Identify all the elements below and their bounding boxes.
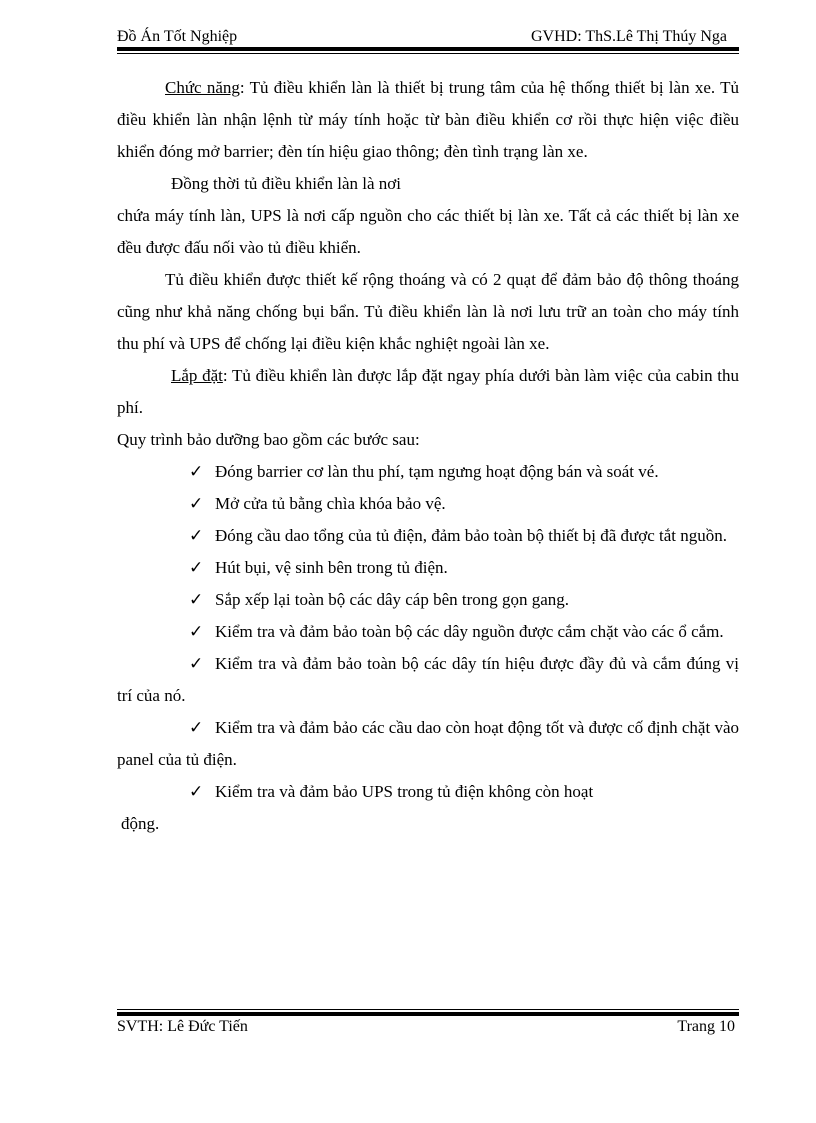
- procedure-intro: Quy trình bảo dưỡng bao gồm các bước sau:: [117, 430, 420, 449]
- header-rule: [117, 47, 739, 54]
- step-text: Kiểm tra và đảm bảo toàn bộ các dây nguồn được cắm chặt vào các ổ cắm.: [215, 622, 724, 641]
- function-text: : Tủ điều khiển làn là thiết bị trung tâm của hệ thống thiết bị làn xe. Tủ điều khiển làn nhận lệnh từ máy tính hoặc từ bàn điều khiển cơ rồi thực hiện việc điều khiển đóng mở barrier; đèn tín hiệu giao thông; đèn tình trạng làn xe.: [117, 78, 739, 161]
- check-icon: ✓: [189, 462, 204, 481]
- step-text: Sắp xếp lại toàn bộ các dây cáp bên trong gọn gang.: [215, 590, 570, 609]
- step-text: Đóng barrier cơ làn thu phí, tạm ngưng hoạt động bán và soát vé.: [215, 462, 659, 481]
- step-text: Hút bụi, vệ sinh bên trong tủ điện.: [215, 558, 448, 577]
- list-item: [117, 648, 739, 712]
- check-icon: ✓: [189, 718, 204, 737]
- list-item: [117, 712, 739, 776]
- step-text: Kiểm tra và đảm bảo UPS trong tủ điện không còn hoạt: [215, 782, 594, 801]
- paragraph-installation: [117, 360, 739, 424]
- page-body: [117, 72, 739, 840]
- step-continuation: động.: [121, 814, 160, 833]
- step-text: Mở cửa tủ bằng chìa khóa bảo vệ.: [215, 494, 446, 513]
- list-item: [117, 616, 739, 648]
- page-number: Trang 10: [677, 1018, 735, 1035]
- paragraph-also-1: Đồng thời tủ điều khiển làn là nơi: [171, 174, 401, 193]
- list-item: [117, 488, 739, 520]
- step-text: Kiểm tra và đảm bảo các cầu dao còn hoạt động tốt và được cố định chặt vào panel của tủ điện.: [117, 718, 739, 769]
- installation-label: Lắp đặt: [171, 366, 223, 385]
- check-icon: ✓: [189, 494, 204, 513]
- installation-text: : Tủ điều khiển làn được lắp đặt ngay phía dưới bàn làm việc của cabin thu phí.: [117, 366, 739, 417]
- footer-rule: [117, 1009, 739, 1016]
- footer-author: SVTH: Lê Đức Tiến: [117, 1018, 248, 1035]
- check-icon: ✓: [189, 590, 204, 609]
- list-item: [117, 552, 739, 584]
- step-text: Đóng cầu dao tổng của tủ điện, đảm bảo toàn bộ thiết bị đã được tắt nguồn.: [215, 526, 728, 545]
- header-title: Đồ Án Tốt Nghiệp: [117, 28, 238, 45]
- check-icon: ✓: [189, 622, 204, 641]
- page-header: [117, 28, 739, 48]
- check-icon: ✓: [189, 782, 204, 801]
- function-label: Chức năng: [165, 78, 240, 97]
- step-text: Kiểm tra và đảm bảo toàn bộ các dây tín hiệu được đầy đủ và cắm đúng vị trí của nó.: [117, 654, 739, 705]
- check-icon: ✓: [189, 526, 204, 545]
- check-icon: ✓: [189, 654, 204, 673]
- list-item: [117, 456, 739, 488]
- page-footer: [117, 1018, 739, 1038]
- paragraph-also-2: chứa máy tính làn, UPS là nơi cấp nguồn cho các thiết bị làn xe. Tất cả các thiết bị làn xe đều được đấu nối vào tủ điều khiển.: [117, 206, 739, 257]
- header-supervisor: GVHD: ThS.Lê Thị Thúy Nga: [531, 28, 727, 45]
- list-item: [117, 584, 739, 616]
- list-item: [117, 776, 739, 808]
- paragraph-function: [117, 72, 739, 168]
- check-icon: ✓: [189, 558, 204, 577]
- list-item: [117, 520, 739, 552]
- paragraph-design: Tủ điều khiển được thiết kế rộng thoáng và có 2 quạt để đảm bảo độ thông thoáng cũng như khả năng chống bụi bẩn. Tủ điều khiển làn là nơi lưu trữ an toàn cho máy tính thu phí và UPS để chống lại điều kiện khắc nghiệt ngoài làn xe.: [117, 270, 739, 353]
